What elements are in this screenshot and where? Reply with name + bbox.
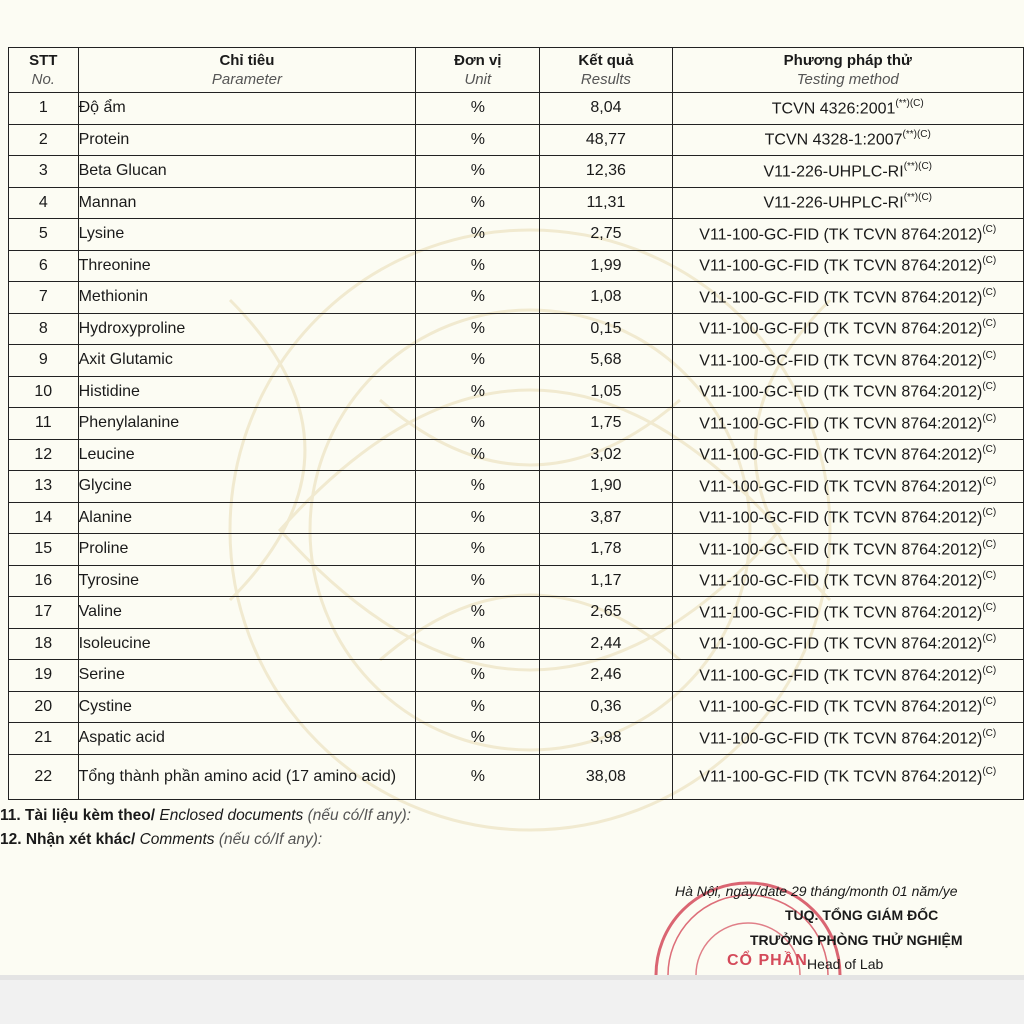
- note-12-paren: (nếu có/If any):: [218, 831, 323, 848]
- row-unit-text: %: [470, 414, 485, 432]
- row-number-text: 2: [38, 130, 48, 148]
- row-parameter-text: Serine: [78, 666, 125, 684]
- row-result: [540, 313, 672, 345]
- row-parameter: [78, 250, 416, 282]
- row-unit-text: %: [470, 477, 485, 495]
- method-superscript: (C): [982, 570, 997, 582]
- row-number-text: 6: [38, 256, 48, 274]
- row-method-text: V11-226-UHPLC-RI: [763, 194, 904, 212]
- row-method: [672, 124, 1023, 156]
- method-superscript: (**)(C): [903, 192, 933, 204]
- method-superscript: (C): [982, 664, 997, 676]
- row-method: [672, 471, 1023, 503]
- row-number: [9, 754, 79, 799]
- table-row: [9, 628, 1024, 660]
- row-unit: [416, 502, 540, 534]
- header-param-en: Parameter: [211, 71, 282, 88]
- row-method-text: V11-100-GC-FID (TK TCVN 8764:2012): [699, 666, 983, 684]
- method-superscript: (C): [982, 538, 997, 550]
- method-superscript: (C): [982, 286, 997, 298]
- row-result: [540, 376, 672, 408]
- header-no-vi: STT: [29, 52, 58, 69]
- row-result: [540, 124, 672, 156]
- row-result-text: 5,68: [590, 351, 622, 369]
- row-unit-text: %: [470, 445, 485, 463]
- row-parameter-text: Độ ẩm: [78, 99, 126, 117]
- row-parameter: [78, 345, 416, 377]
- method-superscript: (C): [982, 475, 997, 487]
- row-unit-text: %: [470, 634, 485, 652]
- row-result: [540, 408, 672, 440]
- row-unit-text: %: [470, 697, 485, 715]
- row-number: [9, 93, 79, 125]
- signature-date: Hà Nội, ngày/date 29 tháng/month 01 năm/ye: [675, 883, 958, 899]
- header-param: [78, 48, 416, 93]
- row-unit: [416, 376, 540, 408]
- row-number: [9, 471, 79, 503]
- row-parameter-text: Cystine: [78, 697, 132, 715]
- row-parameter-text: Mannan: [78, 193, 137, 211]
- row-unit-text: %: [470, 382, 485, 400]
- row-parameter: [78, 219, 416, 251]
- table-row: [9, 502, 1024, 534]
- row-result-text: 11,31: [586, 193, 626, 211]
- note-12-en: Comments: [139, 831, 215, 848]
- table-row: [9, 219, 1024, 251]
- row-number-text: 22: [34, 767, 53, 785]
- row-result-text: 3,02: [590, 445, 622, 463]
- header-method-vi: Phương pháp thử: [783, 52, 912, 69]
- table-row: [9, 250, 1024, 282]
- row-result: [540, 439, 672, 471]
- row-number: [9, 723, 79, 755]
- table-row: [9, 597, 1024, 629]
- table-row: [9, 408, 1024, 440]
- row-parameter: [78, 502, 416, 534]
- row-method-text: V11-100-GC-FID (TK TCVN 8764:2012): [699, 729, 983, 747]
- row-number-text: 5: [38, 225, 48, 243]
- table-row: [9, 93, 1024, 125]
- row-number: [9, 282, 79, 314]
- row-number: [9, 439, 79, 471]
- row-method-text: V11-100-GC-FID (TK TCVN 8764:2012): [699, 509, 983, 527]
- row-number: [9, 534, 79, 566]
- row-parameter: [78, 628, 416, 660]
- method-superscript: (C): [982, 255, 997, 267]
- row-number-text: 9: [38, 351, 48, 369]
- table-row: [9, 156, 1024, 188]
- row-unit: [416, 93, 540, 125]
- row-method-text: V11-100-GC-FID (TK TCVN 8764:2012): [699, 768, 983, 786]
- row-result: [540, 660, 672, 692]
- note-enclosed-documents: [0, 807, 411, 825]
- row-result: [540, 187, 672, 219]
- row-unit: [416, 534, 540, 566]
- row-result-text: 12,36: [585, 162, 626, 180]
- row-result: [540, 282, 672, 314]
- row-result: [540, 691, 672, 723]
- row-parameter: [78, 187, 416, 219]
- table-row: [9, 754, 1024, 799]
- row-parameter-text: Lysine: [78, 225, 125, 243]
- row-unit: [416, 628, 540, 660]
- row-number: [9, 156, 79, 188]
- row-unit: [416, 439, 540, 471]
- row-method: [672, 534, 1023, 566]
- row-method: [672, 345, 1023, 377]
- method-superscript: (C): [982, 601, 997, 613]
- row-parameter: [78, 597, 416, 629]
- method-superscript: (C): [982, 507, 997, 519]
- row-result-text: 2,65: [590, 603, 622, 621]
- row-method: [672, 597, 1023, 629]
- row-number: [9, 628, 79, 660]
- row-result-text: 1,05: [590, 382, 622, 400]
- header-method-en: Testing method: [796, 71, 899, 88]
- results-table-body: [9, 93, 1024, 800]
- row-unit-text: %: [470, 130, 485, 148]
- row-result-text: 0,15: [590, 319, 622, 337]
- table-row: [9, 187, 1024, 219]
- row-parameter: [78, 691, 416, 723]
- method-superscript: (C): [982, 349, 997, 361]
- row-parameter-text: Beta Glucan: [78, 162, 167, 180]
- method-superscript: (C): [982, 696, 997, 708]
- row-parameter-text: Alanine: [78, 508, 132, 526]
- method-superscript: (C): [982, 444, 997, 456]
- row-parameter: [78, 439, 416, 471]
- table-row: [9, 534, 1024, 566]
- row-method-text: V11-100-GC-FID (TK TCVN 8764:2012): [699, 288, 983, 306]
- row-method: [672, 93, 1023, 125]
- row-parameter: [78, 313, 416, 345]
- method-superscript: (**)(C): [895, 97, 924, 109]
- row-method: [672, 408, 1023, 440]
- row-number: [9, 565, 79, 597]
- page-bottom-margin: [0, 980, 1024, 1024]
- row-result: [540, 534, 672, 566]
- row-parameter: [78, 565, 416, 597]
- row-unit-text: %: [470, 540, 485, 558]
- row-number-text: 16: [34, 571, 53, 589]
- row-method-text: V11-100-GC-FID (TK TCVN 8764:2012): [699, 698, 983, 716]
- row-number-text: 13: [34, 477, 53, 495]
- row-method-text: V11-100-GC-FID (TK TCVN 8764:2012): [699, 383, 983, 401]
- method-superscript: (C): [982, 318, 997, 330]
- row-method: [672, 282, 1023, 314]
- row-parameter-text: Axit Glutamic: [78, 351, 173, 369]
- row-number: [9, 408, 79, 440]
- row-result-text: 1,08: [590, 288, 622, 306]
- row-result: [540, 250, 672, 282]
- row-parameter-text: Threonine: [78, 256, 151, 274]
- row-method: [672, 156, 1023, 188]
- row-number: [9, 219, 79, 251]
- row-unit: [416, 660, 540, 692]
- row-parameter: [78, 124, 416, 156]
- row-result-text: 1,17: [590, 571, 622, 589]
- table-row: [9, 439, 1024, 471]
- method-superscript: (C): [982, 727, 997, 739]
- row-result: [540, 93, 672, 125]
- row-method-text: V11-100-GC-FID (TK TCVN 8764:2012): [699, 635, 983, 653]
- row-parameter: [78, 93, 416, 125]
- row-number: [9, 660, 79, 692]
- row-unit-text: %: [470, 319, 485, 337]
- row-result-text: 1,99: [590, 256, 622, 274]
- row-number: [9, 313, 79, 345]
- row-unit-text: %: [470, 225, 485, 243]
- row-parameter-text: Tổng thành phần amino acid (17 amino acid): [78, 768, 397, 785]
- table-row: [9, 471, 1024, 503]
- row-unit: [416, 187, 540, 219]
- row-number-text: 12: [34, 445, 53, 463]
- row-parameter-text: Protein: [78, 130, 130, 148]
- table-row: [9, 345, 1024, 377]
- row-method: [672, 754, 1023, 799]
- row-unit: [416, 408, 540, 440]
- row-number-text: 1: [38, 99, 48, 117]
- row-parameter-text: Tyrosine: [78, 571, 140, 589]
- row-number-text: 14: [34, 508, 53, 526]
- row-result-text: 1,75: [590, 414, 622, 432]
- header-unit-en: Unit: [464, 71, 492, 88]
- row-unit: [416, 124, 540, 156]
- row-unit: [416, 754, 540, 799]
- row-parameter-text: Aspatic acid: [78, 729, 165, 747]
- row-parameter-text: Phenylalanine: [78, 414, 180, 432]
- row-number-text: 4: [38, 193, 48, 211]
- row-result-text: 3,87: [590, 508, 622, 526]
- method-superscript: (C): [982, 765, 997, 777]
- row-result-text: 38,08: [585, 767, 626, 785]
- row-unit: [416, 691, 540, 723]
- row-number: [9, 691, 79, 723]
- row-method-text: V11-100-GC-FID (TK TCVN 8764:2012): [699, 414, 983, 432]
- row-unit: [416, 565, 540, 597]
- row-number-text: 17: [34, 603, 53, 621]
- row-result: [540, 754, 672, 799]
- table-row: [9, 660, 1024, 692]
- row-parameter-text: Isoleucine: [78, 634, 151, 652]
- row-parameter-text: Methionin: [78, 288, 148, 306]
- row-method: [672, 723, 1023, 755]
- header-result-en: Results: [580, 71, 631, 88]
- row-unit-text: %: [470, 256, 485, 274]
- row-unit: [416, 282, 540, 314]
- row-unit-text: %: [470, 571, 485, 589]
- note-12-label: 12. Nhận xét khác/: [0, 831, 136, 848]
- row-method: [672, 219, 1023, 251]
- method-superscript: (C): [982, 381, 997, 393]
- row-method: [672, 313, 1023, 345]
- row-unit-text: %: [470, 99, 485, 117]
- row-unit-text: %: [470, 288, 485, 306]
- row-number-text: 21: [34, 729, 53, 747]
- header-method: [672, 48, 1023, 93]
- row-method-text: V11-100-GC-FID (TK TCVN 8764:2012): [699, 603, 983, 621]
- row-number: [9, 187, 79, 219]
- signature-title-2: TRƯỞNG PHÒNG THỬ NGHIỆM: [750, 932, 963, 948]
- row-result: [540, 345, 672, 377]
- row-parameter: [78, 660, 416, 692]
- note-11-paren: (nếu có/If any):: [307, 807, 411, 824]
- row-unit-text: %: [470, 162, 485, 180]
- row-method: [672, 439, 1023, 471]
- row-result: [540, 723, 672, 755]
- signature-title-3: Head of Lab: [807, 956, 884, 972]
- row-unit: [416, 723, 540, 755]
- note-11-en: Enclosed documents: [159, 807, 304, 824]
- row-result-text: 1,78: [590, 540, 622, 558]
- row-number-text: 20: [34, 697, 53, 715]
- method-superscript: (C): [982, 633, 997, 645]
- row-result: [540, 565, 672, 597]
- table-row: [9, 723, 1024, 755]
- row-unit-text: %: [470, 729, 485, 747]
- table-header-row: [9, 48, 1024, 93]
- header-param-vi: Chỉ tiêu: [219, 52, 275, 69]
- note-11-label: 11. Tài liệu kèm theo/: [0, 807, 156, 824]
- row-result-text: 0,36: [590, 697, 622, 715]
- row-method: [672, 660, 1023, 692]
- row-number-text: 3: [38, 162, 48, 180]
- signature-title-1: TUQ. TỔNG GIÁM ĐỐC: [785, 907, 939, 923]
- row-unit: [416, 597, 540, 629]
- row-parameter: [78, 723, 416, 755]
- row-unit-text: %: [470, 603, 485, 621]
- row-result-text: 2,75: [590, 225, 622, 243]
- row-number-text: 10: [34, 382, 53, 400]
- row-unit: [416, 471, 540, 503]
- row-result-text: 2,46: [590, 666, 622, 684]
- row-number-text: 8: [38, 319, 48, 337]
- row-parameter-text: Glycine: [78, 477, 132, 495]
- row-number: [9, 376, 79, 408]
- row-result: [540, 628, 672, 660]
- method-superscript: (**)(C): [902, 129, 931, 141]
- row-parameter-text: Leucine: [78, 445, 135, 463]
- row-number-text: 11: [34, 414, 52, 432]
- row-parameter-text: Hydroxyproline: [78, 319, 186, 337]
- row-unit: [416, 250, 540, 282]
- row-unit-text: %: [470, 508, 485, 526]
- header-no: [9, 48, 79, 93]
- row-method: [672, 376, 1023, 408]
- row-method-text: V11-100-GC-FID (TK TCVN 8764:2012): [699, 351, 983, 369]
- row-method: [672, 502, 1023, 534]
- row-parameter: [78, 156, 416, 188]
- row-unit-text: %: [470, 351, 485, 369]
- row-method-text: V11-100-GC-FID (TK TCVN 8764:2012): [699, 477, 983, 495]
- row-result: [540, 502, 672, 534]
- row-unit-text: %: [470, 666, 485, 684]
- table-row: [9, 565, 1024, 597]
- row-result-text: 2,44: [590, 634, 622, 652]
- row-method: [672, 565, 1023, 597]
- row-number-text: 15: [34, 540, 53, 558]
- row-method-text: V11-226-UHPLC-RI: [763, 162, 904, 180]
- row-parameter-text: Proline: [78, 540, 129, 558]
- table-row: [9, 691, 1024, 723]
- row-unit: [416, 219, 540, 251]
- row-number-text: 18: [34, 634, 53, 652]
- header-unit: [416, 48, 540, 93]
- row-unit-text: %: [470, 193, 485, 211]
- row-parameter-text: Histidine: [78, 382, 140, 400]
- row-number-text: 19: [34, 666, 53, 684]
- row-number: [9, 502, 79, 534]
- table-row: [9, 124, 1024, 156]
- row-number-text: 7: [38, 288, 48, 306]
- row-parameter: [78, 376, 416, 408]
- row-method-text: V11-100-GC-FID (TK TCVN 8764:2012): [699, 572, 983, 590]
- row-method-text: TCVN 4328-1:2007: [764, 131, 903, 149]
- row-method: [672, 691, 1023, 723]
- row-unit: [416, 313, 540, 345]
- row-method-text: V11-100-GC-FID (TK TCVN 8764:2012): [699, 446, 983, 464]
- row-result-text: 48,77: [585, 130, 626, 148]
- table-row: [9, 376, 1024, 408]
- stamp-text: CỔ PHẦN: [727, 952, 808, 969]
- row-method: [672, 250, 1023, 282]
- row-parameter: [78, 282, 416, 314]
- row-unit: [416, 345, 540, 377]
- table-row: [9, 282, 1024, 314]
- header-result-vi: Kết quả: [578, 52, 634, 69]
- row-parameter: [78, 754, 416, 799]
- row-parameter-text: Valine: [78, 603, 122, 621]
- row-result: [540, 471, 672, 503]
- method-superscript: (C): [982, 223, 997, 235]
- row-method-text: V11-100-GC-FID (TK TCVN 8764:2012): [699, 320, 983, 338]
- method-superscript: (**)(C): [903, 160, 933, 172]
- note-comments: [0, 831, 322, 849]
- row-result-text: 3,98: [590, 729, 622, 747]
- header-no-en: No.: [31, 71, 55, 88]
- row-method-text: TCVN 4326:2001: [771, 99, 896, 117]
- row-parameter: [78, 471, 416, 503]
- row-result: [540, 219, 672, 251]
- row-result-text: 8,04: [590, 99, 622, 117]
- row-result: [540, 156, 672, 188]
- row-method-text: V11-100-GC-FID (TK TCVN 8764:2012): [699, 225, 983, 243]
- row-number: [9, 597, 79, 629]
- row-unit: [416, 156, 540, 188]
- row-method-text: V11-100-GC-FID (TK TCVN 8764:2012): [699, 257, 983, 275]
- row-parameter: [78, 408, 416, 440]
- row-method: [672, 187, 1023, 219]
- row-method: [672, 628, 1023, 660]
- row-result-text: 1,90: [590, 477, 622, 495]
- row-number: [9, 250, 79, 282]
- row-parameter: [78, 534, 416, 566]
- row-number: [9, 345, 79, 377]
- method-superscript: (C): [982, 412, 997, 424]
- header-unit-vi: Đơn vị: [454, 52, 502, 69]
- table-row: [9, 313, 1024, 345]
- row-result: [540, 597, 672, 629]
- row-number: [9, 124, 79, 156]
- results-table: [8, 47, 1024, 800]
- row-unit-text: %: [470, 767, 485, 785]
- row-method-text: V11-100-GC-FID (TK TCVN 8764:2012): [699, 540, 983, 558]
- header-result: [540, 48, 672, 93]
